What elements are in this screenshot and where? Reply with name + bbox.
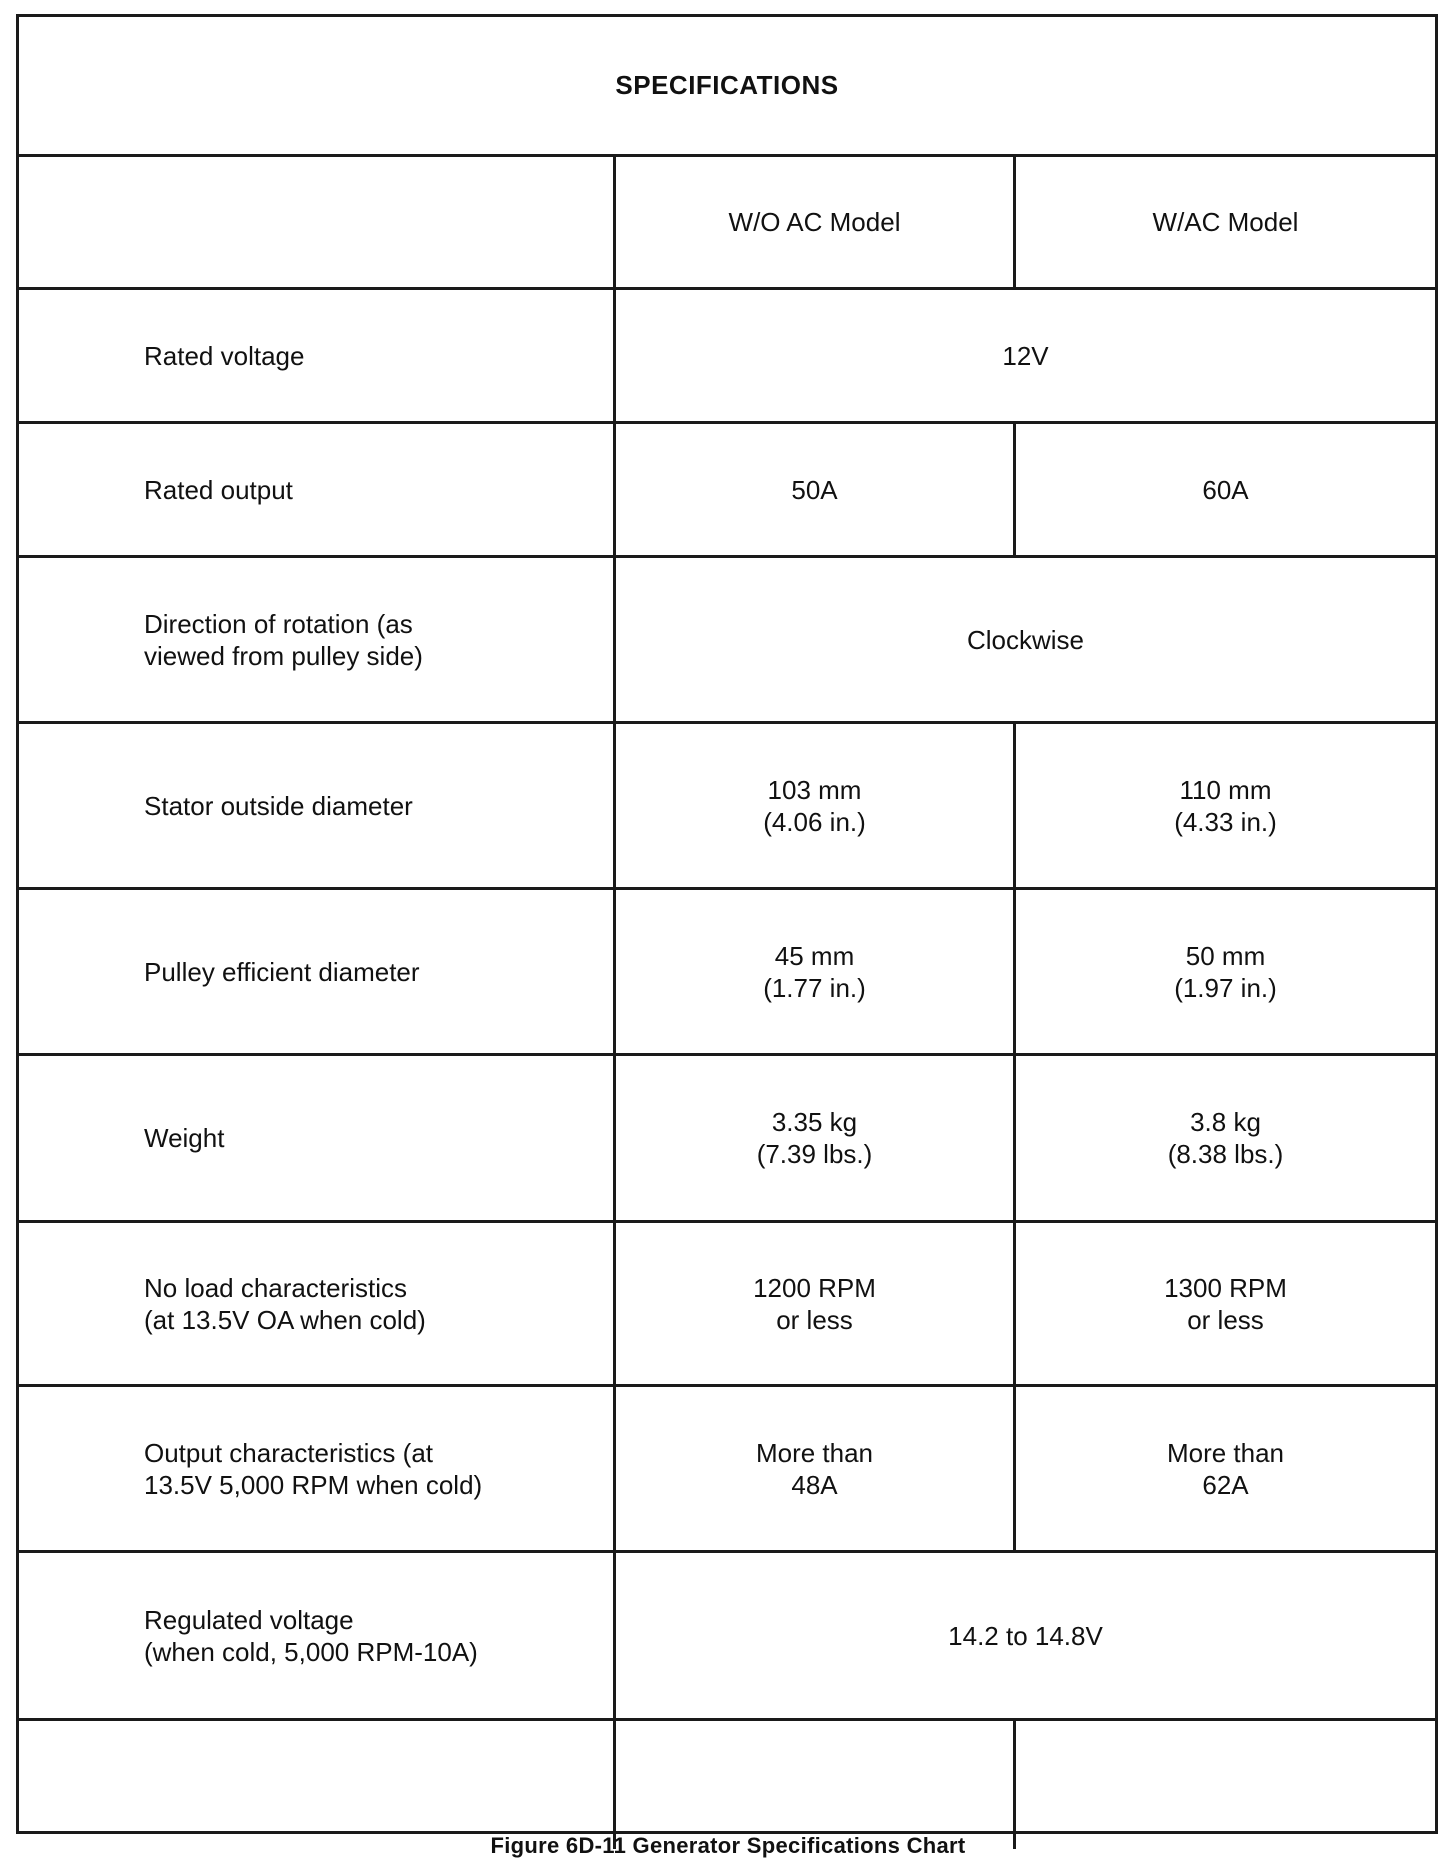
table-row-rated-voltage (19, 290, 1435, 424)
value-cell-with-ac (1016, 1387, 1435, 1550)
value-cell-with-ac (1016, 1056, 1435, 1220)
value-line: (7.39 lbs.) (756, 1139, 873, 1169)
value-line: (1.97 in.) (1174, 972, 1277, 1003)
row-label-line: Regulated voltage (144, 1604, 354, 1635)
value-line: 62A (1202, 1469, 1249, 1500)
row-label (19, 1553, 616, 1718)
value-line: (4.06 in.) (763, 806, 866, 837)
column-header-with-ac: W/AC Model (1152, 207, 1299, 237)
value-line: 48A (791, 1469, 838, 1500)
row-label-line: (when cold, 5,000 RPM-10A) (144, 1636, 478, 1667)
value-line: 3.35 kg (771, 1107, 858, 1137)
value-span-cell (616, 290, 1435, 421)
row-label (19, 1056, 616, 1220)
table-row-rated-output (19, 424, 1435, 558)
value-line: More than (755, 1437, 874, 1468)
value-line: (8.38 lbs.) (1167, 1139, 1284, 1169)
row-label (19, 1223, 616, 1384)
row-label (19, 724, 616, 887)
table-row-regulated-voltage (19, 1553, 1435, 1721)
figure-caption: Figure 6D-11 Generator Specifications Chart (490, 1833, 966, 1858)
table-row-empty (19, 1721, 1435, 1849)
row-label-line: Rated output (144, 474, 293, 505)
empty-cell (1016, 1721, 1435, 1849)
row-label-line: No load characteristics (144, 1272, 407, 1303)
row-label (19, 558, 616, 721)
row-label (19, 424, 616, 555)
row-label-line: Stator outside diameter (144, 790, 413, 821)
table-row-output-characteristics (19, 1387, 1435, 1553)
value-line: 60A (1202, 474, 1249, 505)
row-label-line: Rated voltage (144, 340, 305, 371)
value-line: 1300 RPM (1164, 1272, 1287, 1303)
row-label (19, 1387, 616, 1550)
value-span-cell (616, 558, 1435, 721)
value-cell-without-ac (616, 1223, 1016, 1384)
value-line: (4.33 in.) (1174, 806, 1277, 837)
row-label (19, 290, 616, 421)
value-line: 110 mm (1179, 774, 1272, 805)
value-line: 50 mm (1185, 940, 1266, 971)
table-row-no-load-characteristics (19, 1223, 1435, 1387)
column-header-without-ac: W/O AC Model (616, 157, 1016, 287)
value-line: More than (1166, 1437, 1285, 1468)
value-line: 3.8 kg (1190, 1107, 1261, 1137)
value-line: or less (776, 1304, 853, 1335)
row-label-line: (at 13.5V OA when cold) (144, 1304, 426, 1335)
value-line: (1.77 in.) (763, 972, 866, 1003)
value-cell-without-ac (616, 424, 1016, 555)
value-cell-without-ac (616, 1056, 1016, 1220)
value-cell-with-ac (1016, 890, 1435, 1053)
empty-cell (616, 1721, 1016, 1849)
table-row-pulley-efficient-diameter (19, 890, 1435, 1056)
header-row (19, 157, 1435, 290)
value-cell-without-ac (616, 724, 1016, 887)
table-title: SPECIFICATIONS (19, 17, 1435, 157)
value-cell-with-ac (1016, 424, 1435, 555)
value-cell-with-ac (1016, 1223, 1435, 1384)
value-line: 103 mm (767, 774, 862, 805)
value-line: Clockwise (966, 624, 1085, 655)
row-label (19, 890, 616, 1053)
value-line: 45 mm (774, 940, 855, 971)
value-cell-with-ac (1016, 724, 1435, 887)
row-label-line: 13.5V 5,000 RPM when cold) (144, 1469, 483, 1500)
spec-table-frame (16, 14, 1438, 1834)
value-line: 14.2 to 14.8V (948, 1620, 1103, 1651)
row-label-line: viewed from pulley side) (144, 640, 423, 671)
value-line: 12V (1002, 340, 1049, 371)
value-line: 1200 RPM (753, 1272, 876, 1303)
table-row-direction-of-rotation (19, 558, 1435, 724)
value-line: 50A (791, 474, 838, 505)
row-label-line: Output characteristics (at (144, 1437, 433, 1468)
spec-grid (19, 157, 1435, 1849)
header-empty-cell (19, 157, 616, 287)
empty-cell (19, 1721, 616, 1849)
row-label-line: Weight (144, 1123, 225, 1153)
value-cell-without-ac (616, 890, 1016, 1053)
row-label-line: Direction of rotation (as (144, 608, 413, 639)
table-row-stator-outside-diameter (19, 724, 1435, 890)
value-cell-without-ac (616, 1387, 1016, 1550)
table-row-weight (19, 1056, 1435, 1223)
value-span-cell (616, 1553, 1435, 1718)
row-label-line: Pulley efficient diameter (144, 956, 420, 987)
value-line: or less (1187, 1304, 1264, 1335)
